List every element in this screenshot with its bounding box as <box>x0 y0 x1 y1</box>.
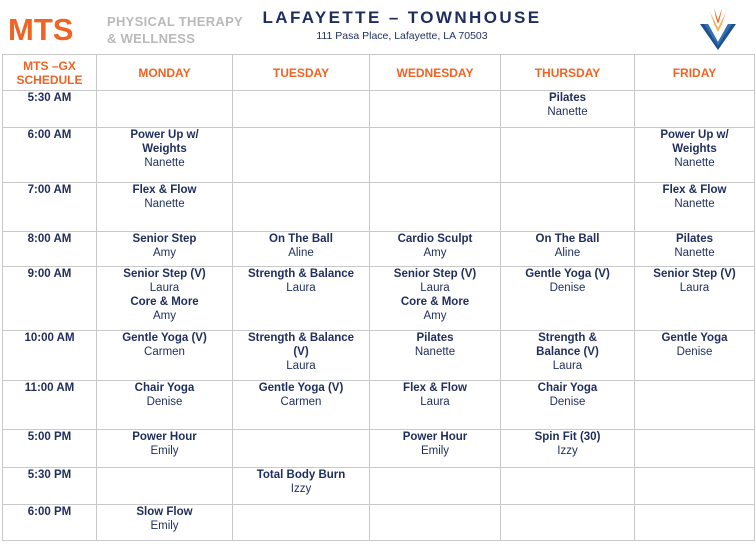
instructor-name: Laura <box>286 282 316 294</box>
schedule-cell-thursday <box>501 381 635 430</box>
page-title: LAFAYETTE – TOWNHOUSE <box>262 8 542 27</box>
schedule-corner-label: MTS –GX SCHEDULE <box>3 55 97 91</box>
class-name: Flex & Flow <box>403 382 467 394</box>
class-name: Cardio Sculpt <box>397 233 473 245</box>
class-name: Pilates <box>548 92 587 104</box>
instructor-name: Nanette <box>547 106 588 118</box>
instructor-name: Emily <box>150 520 179 532</box>
schedule-cell-tuesday <box>233 183 370 232</box>
schedule-cell-monday <box>97 331 233 381</box>
schedule-cell-wednesday <box>370 468 501 505</box>
schedule-cell-tuesday <box>233 430 370 468</box>
schedule-cell-thursday <box>501 267 635 331</box>
class-name: Slow Flow <box>136 506 193 518</box>
instructor-name: Carmen <box>280 396 322 408</box>
class-name: Total Body Burn <box>256 469 346 481</box>
schedule-cell-thursday <box>501 331 635 381</box>
class-name: Strength & Balance <box>247 268 355 280</box>
table-row <box>3 183 755 232</box>
table-row <box>3 430 755 468</box>
schedule-cell-friday <box>635 430 755 468</box>
time-slot-label: 9:00 AM <box>3 267 97 331</box>
schedule-cell-monday <box>97 381 233 430</box>
logo-subtitle <box>107 13 243 47</box>
schedule-cell-wednesday <box>370 267 501 331</box>
time-slot-label: 8:00 AM <box>3 232 97 267</box>
schedule-cell-thursday <box>501 505 635 541</box>
instructor-name: Nanette <box>144 198 185 210</box>
mts-chevron-logo-icon <box>698 6 738 50</box>
class-name: Core & More <box>400 296 470 308</box>
schedule-cell-monday <box>97 128 233 183</box>
schedule-cell-thursday <box>501 91 635 128</box>
schedule-cell-tuesday <box>233 91 370 128</box>
table-row <box>3 267 755 331</box>
schedule-cell-wednesday <box>370 381 501 430</box>
time-slot-label: 11:00 AM <box>3 381 97 430</box>
class-name: Gentle Yoga (V) <box>525 268 610 280</box>
class-name: On The Ball <box>269 233 333 245</box>
class-name: Senior Step <box>132 233 197 245</box>
schedule-cell-thursday <box>501 183 635 232</box>
schedule-cell-tuesday <box>233 381 370 430</box>
instructor-name: Denise <box>146 396 183 408</box>
schedule-cell-friday <box>635 331 755 381</box>
class-name: Senior Step (V) <box>123 268 206 280</box>
instructor-name: Laura <box>149 282 180 294</box>
instructor-name: Nanette <box>674 247 715 259</box>
class-name: Power Up w/ Weights <box>660 129 729 155</box>
class-name: Spin Fit (30) <box>534 431 601 443</box>
schedule-cell-monday <box>97 91 233 128</box>
schedule-cell-friday <box>635 505 755 541</box>
schedule-cell-thursday <box>501 128 635 183</box>
schedule-cell-wednesday <box>370 430 501 468</box>
class-name: Power Hour <box>132 431 197 443</box>
schedule-cell-thursday <box>501 468 635 505</box>
page-header <box>0 0 756 54</box>
class-name: Gentle Yoga (V) <box>258 382 344 394</box>
schedule-cell-monday <box>97 267 233 331</box>
schedule-cell-monday <box>97 430 233 468</box>
time-slot-label: 6:00 PM <box>3 505 97 541</box>
instructor-name: Laura <box>420 282 450 294</box>
day-header-thursday: THURSDAY <box>501 55 635 91</box>
class-name: Power Hour <box>402 431 468 443</box>
time-slot-label: 5:00 PM <box>3 430 97 468</box>
class-name: Chair Yoga <box>134 382 195 394</box>
instructor-name: Nanette <box>674 157 715 169</box>
table-row <box>3 505 755 541</box>
schedule-table <box>2 54 755 541</box>
schedule-cell-monday <box>97 468 233 505</box>
instructor-name: Amy <box>423 247 447 259</box>
instructor-name: Izzy <box>557 445 578 457</box>
class-name: Pilates <box>416 332 454 344</box>
table-row <box>3 91 755 128</box>
schedule-cell-tuesday <box>233 331 370 381</box>
table-row <box>3 468 755 505</box>
logo-subtitle-line1: PHYSICAL THERAPY <box>107 14 244 29</box>
schedule-cell-thursday <box>501 430 635 468</box>
class-name: Power Up w/ Weights <box>130 129 199 155</box>
schedule-cell-tuesday <box>233 232 370 267</box>
table-row <box>3 232 755 267</box>
schedule-cell-thursday <box>501 232 635 267</box>
instructor-name: Aline <box>554 247 581 259</box>
schedule-cell-tuesday <box>233 267 370 331</box>
instructor-name: Nanette <box>144 157 185 169</box>
class-name: Gentle Yoga (V) <box>122 332 207 344</box>
class-name: Strength & Balance (V) <box>247 332 355 358</box>
schedule-cell-monday <box>97 505 233 541</box>
schedule-cell-tuesday <box>233 505 370 541</box>
instructor-name: Denise <box>549 396 586 408</box>
schedule-cell-wednesday <box>370 505 501 541</box>
instructor-name: Laura <box>420 396 450 408</box>
class-name: On The Ball <box>535 233 600 245</box>
schedule-cell-monday <box>97 183 233 232</box>
schedule-cell-tuesday <box>233 468 370 505</box>
instructor-name: Amy <box>153 247 176 259</box>
instructor-name: Denise <box>549 282 586 294</box>
schedule-cell-wednesday <box>370 128 501 183</box>
table-row <box>3 381 755 430</box>
class-name: Strength & Balance (V) <box>536 332 599 358</box>
time-slot-label: 5:30 PM <box>3 468 97 505</box>
instructor-name: Denise <box>676 346 713 358</box>
table-row <box>3 128 755 183</box>
instructor-name: Amy <box>423 310 447 322</box>
schedule-cell-wednesday <box>370 331 501 381</box>
class-name: Pilates <box>675 233 714 245</box>
table-row <box>3 331 755 381</box>
instructor-name: Nanette <box>674 198 715 210</box>
instructor-name: Laura <box>286 360 316 372</box>
class-name: Gentle Yoga <box>661 332 728 344</box>
schedule-cell-friday <box>635 232 755 267</box>
schedule-cell-monday <box>97 232 233 267</box>
time-slot-label: 10:00 AM <box>3 331 97 381</box>
instructor-name: Nanette <box>414 346 456 358</box>
logo-subtitle-line2: & WELLNESS <box>107 31 196 46</box>
time-slot-label: 5:30 AM <box>3 91 97 128</box>
day-header-friday: FRIDAY <box>635 55 755 91</box>
instructor-name: Amy <box>153 310 176 322</box>
instructor-name: Izzy <box>290 483 312 495</box>
time-slot-label: 6:00 AM <box>3 128 97 183</box>
schedule-cell-wednesday <box>370 183 501 232</box>
class-name: Chair Yoga <box>537 382 598 394</box>
address: 111 Pasa Place, Lafayette, LA 70503 <box>316 30 488 42</box>
day-header-monday: MONDAY <box>97 55 233 91</box>
logo-wordmark: MTS <box>8 12 74 47</box>
schedule-cell-friday <box>635 468 755 505</box>
schedule-cell-friday <box>635 128 755 183</box>
schedule-cell-tuesday <box>233 128 370 183</box>
instructor-name: Emily <box>150 445 179 457</box>
schedule-cell-friday <box>635 183 755 232</box>
class-name: Flex & Flow <box>662 184 727 196</box>
class-name: Senior Step (V) <box>653 268 736 280</box>
instructor-name: Aline <box>288 247 314 259</box>
schedule-cell-wednesday <box>370 91 501 128</box>
class-name: Senior Step (V) <box>393 268 477 280</box>
instructor-name: Laura <box>679 282 710 294</box>
schedule-cell-friday <box>635 91 755 128</box>
instructor-name: Laura <box>552 360 583 372</box>
time-slot-label: 7:00 AM <box>3 183 97 232</box>
header-row <box>3 55 755 91</box>
day-header-tuesday: TUESDAY <box>233 55 370 91</box>
day-header-wednesday: WEDNESDAY <box>370 55 501 91</box>
schedule-cell-friday <box>635 381 755 430</box>
schedule-cell-friday <box>635 267 755 331</box>
class-name: Flex & Flow <box>132 184 197 196</box>
instructor-name: Emily <box>420 445 450 457</box>
class-name: Core & More <box>130 296 199 308</box>
instructor-name: Carmen <box>144 346 185 358</box>
schedule-cell-wednesday <box>370 232 501 267</box>
